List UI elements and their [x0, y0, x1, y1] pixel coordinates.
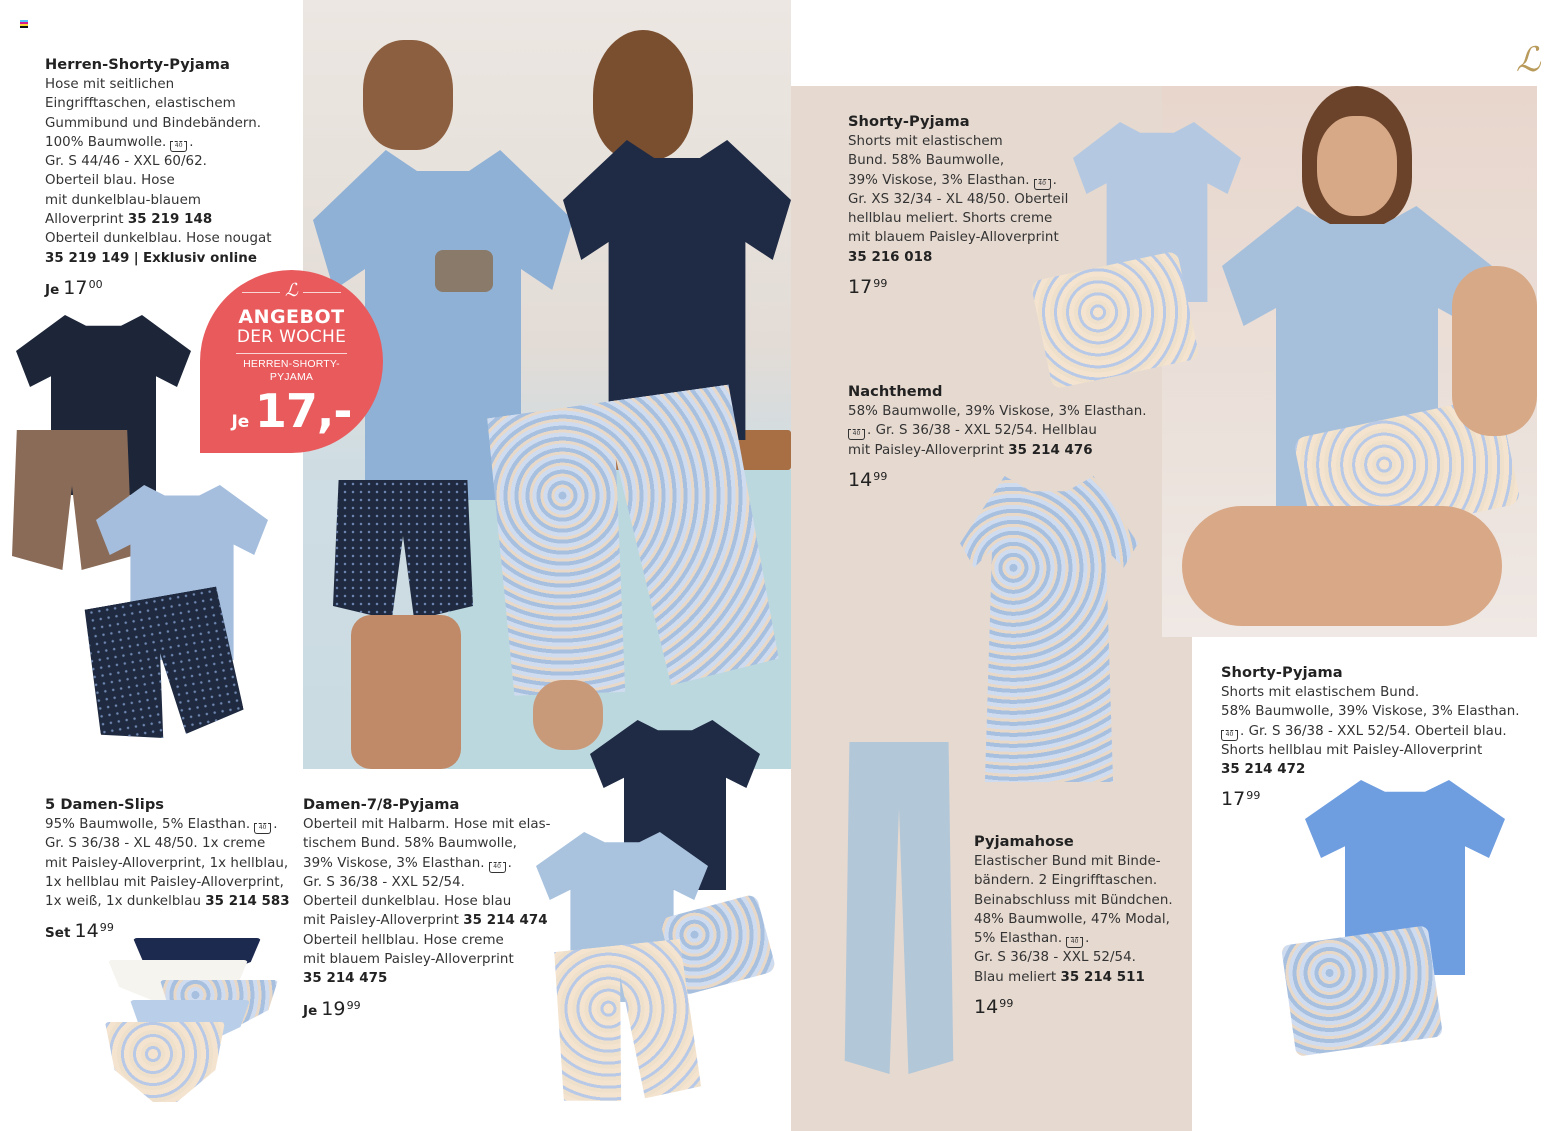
product-desc-line: Shorts mit elastischem Bund.	[1221, 685, 1420, 700]
product-desc-line: 40 . Gr. S 36/38 - XXL 52/54. Oberteil blau.	[1221, 722, 1520, 741]
product-desc-line: hellblau meliert. Shorts creme	[848, 211, 1053, 227]
product-desc-line: Beinabschluss mit Bündchen.	[974, 892, 1173, 908]
product-desc-line: Elastischer Bund mit Binde-	[974, 854, 1161, 869]
article-number: 35 214 583	[205, 894, 290, 910]
product-nachthemd[interactable]	[848, 382, 1147, 493]
product-desc-line: Gr. S 44/46 - XXL 60/62.	[45, 154, 207, 170]
article-number: 35 214 476	[1008, 442, 1093, 458]
article-number: 35 214 472	[1221, 762, 1306, 778]
person-man-shorts	[333, 480, 473, 620]
print-registration-mark	[20, 20, 28, 28]
product-price: Je $17^{00}$	[45, 276, 103, 299]
wash-40-icon: 40	[1034, 179, 1051, 190]
product-shorty-pyjama-2[interactable]	[1221, 663, 1520, 812]
wash-40-icon: 40	[1066, 937, 1083, 948]
product-desc-line: 5% Elasthan. 40 .	[974, 931, 1090, 947]
product-title: 5 Damen-Slips	[45, 796, 165, 813]
person-woman-head	[593, 30, 693, 160]
product-desc-line: 40 . Gr. S 36/38 - XXL 52/54. Hellblau	[848, 421, 1147, 440]
product-price: $14^{99}$	[848, 468, 888, 491]
product-desc-line: mit blauem Paisley-Alloverprint	[848, 230, 1059, 246]
wash-40-icon: 40	[170, 141, 187, 152]
product-desc-line: mit Paisley-Alloverprint 35 214 476	[848, 442, 1093, 458]
product-desc-line: mit dunkelblau-blauem	[45, 192, 201, 208]
product-desc-line: Gr. XS 32/34 - XL 48/50. Oberteil	[848, 191, 1069, 207]
wash-40-icon: 40	[1221, 730, 1238, 741]
product-image-printed-shorts	[79, 585, 246, 748]
product-desc-line: Bund. 58% Baumwolle,	[848, 153, 1005, 169]
product-herren-shorty-pyjama[interactable]	[45, 55, 272, 303]
product-desc-line: 58% Baumwolle, 39% Viskose, 3% Elasthan.	[1221, 704, 1520, 720]
product-desc-line: 39% Viskose, 3% Elasthan. 40 .	[303, 855, 512, 871]
product-desc-line: mit Paisley-Alloverprint, 1x hellblau,	[45, 855, 289, 871]
product-price: $14^{99}$	[974, 996, 1014, 1019]
product-desc-line: Eingrifftaschen, elastischem	[45, 96, 236, 112]
wash-40-icon: 40	[489, 862, 506, 873]
product-image-slip-cream-paisley	[105, 1022, 225, 1102]
product-pyjamahose[interactable]	[974, 832, 1173, 1020]
product-desc-line: 39% Viskose, 3% Elasthan. 40 .	[848, 172, 1057, 188]
product-desc-line: Alloverprint 35 219 148	[45, 212, 213, 228]
article-number: 35 214 475	[303, 971, 388, 987]
product-desc-line	[848, 248, 1068, 267]
article-number: 35 219 148	[127, 212, 213, 228]
product-desc-line: Oberteil dunkelblau. Hose blau	[303, 894, 512, 910]
product-desc-line: Shorts mit elastischem	[848, 134, 1003, 149]
product-title: Shorty-Pyjama	[1221, 664, 1343, 681]
product-image-shorty2-shorts	[1281, 925, 1443, 1057]
product-price: Set $14^{99}$	[45, 920, 114, 943]
product-desc-line: Oberteil hellblau. Hose creme	[303, 932, 504, 948]
product-desc-line: 1x hellblau mit Paisley-Alloverprint,	[45, 874, 284, 890]
badge-product-name: HERREN-SHORTY- PYJAMA	[243, 358, 340, 383]
product-title: Herren-Shorty-Pyjama	[45, 56, 230, 73]
divider	[303, 292, 341, 293]
product-image-78-cream-pants	[542, 938, 707, 1108]
product-desc-line: Shorts hellblau mit Paisley-Alloverprint	[1221, 742, 1483, 758]
product-desc-line: Gr. S 36/38 - XL 48/50. 1x creme	[45, 836, 266, 852]
product-price: Je $19^{99}$	[303, 997, 361, 1020]
coffee-mug	[435, 250, 493, 292]
product-desc-line: 100% Baumwolle. 40 .	[45, 134, 194, 150]
divider	[236, 353, 347, 354]
product-desc-line: tischem Bund. 58% Baumwolle,	[303, 836, 517, 852]
tchibo-logo-icon: ℒ	[285, 280, 298, 301]
product-desc-line: Blau meliert 35 214 511	[974, 969, 1145, 985]
product-desc-line: Gr. S 36/38 - XXL 52/54.	[303, 874, 465, 890]
product-damen-slips[interactable]	[45, 795, 290, 946]
product-desc-line: 1x weiß, 1x dunkelblau 35 214 583	[45, 894, 290, 910]
product-desc-line: Gr. S 36/38 - XXL 52/54.	[974, 950, 1136, 966]
article-number: 35 214 511	[1060, 969, 1145, 985]
product-title: Shorty-Pyjama	[848, 113, 970, 130]
product-desc-line: Gummibund und Bindebändern.	[45, 115, 262, 131]
product-title: Pyjamahose	[974, 833, 1074, 850]
product-desc-line	[303, 969, 551, 988]
product-desc-line: 48% Baumwolle, 47% Modal,	[974, 911, 1170, 927]
article-number: 35 216 018	[848, 249, 933, 265]
product-desc-line: mit blauem Paisley-Alloverprint	[303, 952, 514, 968]
product-desc-line: 58% Baumwolle, 39% Viskose, 3% Elasthan.	[848, 404, 1147, 419]
product-price: $17^{99}$	[848, 276, 888, 299]
product-desc-line: Oberteil blau. Hose	[45, 173, 175, 189]
product-desc-line: mit Paisley-Alloverprint 35 214 474	[303, 913, 548, 929]
wash-40-icon: 40	[254, 823, 271, 834]
product-desc-line: Oberteil mit Halbarm. Hose mit elas-	[303, 817, 551, 832]
badge-subheading: DER WOCHE	[236, 327, 347, 347]
wash-40-icon: 40	[848, 429, 865, 440]
product-desc-line: bändern. 2 Eingrifftaschen.	[974, 873, 1158, 889]
product-title: Damen-7/8-Pyjama	[303, 796, 460, 813]
product-desc-line: Hose mit seitlichen	[45, 77, 175, 92]
product-shorty-pyjama-1[interactable]	[848, 112, 1068, 300]
product-desc-line: 95% Baumwolle, 5% Elasthan. 40 .	[45, 817, 278, 832]
product-desc-line: 35 219 149 | Exklusiv online	[45, 250, 257, 266]
tchibo-logo-icon: ℒ	[1516, 40, 1541, 80]
product-title: Nachthemd	[848, 383, 943, 400]
badge-heading: ANGEBOT	[238, 306, 345, 328]
person-man-head	[363, 40, 453, 150]
badge-price: Je 17,-	[231, 384, 352, 438]
product-damen-78-pyjama[interactable]	[303, 795, 551, 1024]
product-price: $17^{99}$	[1221, 788, 1261, 811]
online-note: Exklusiv online	[142, 250, 257, 266]
product-desc-line: Oberteil dunkelblau. Hose nougat	[45, 231, 272, 247]
article-number: 35 214 474	[463, 913, 548, 929]
product-desc-line	[1221, 760, 1520, 779]
article-number: 35 219 149	[45, 250, 130, 266]
